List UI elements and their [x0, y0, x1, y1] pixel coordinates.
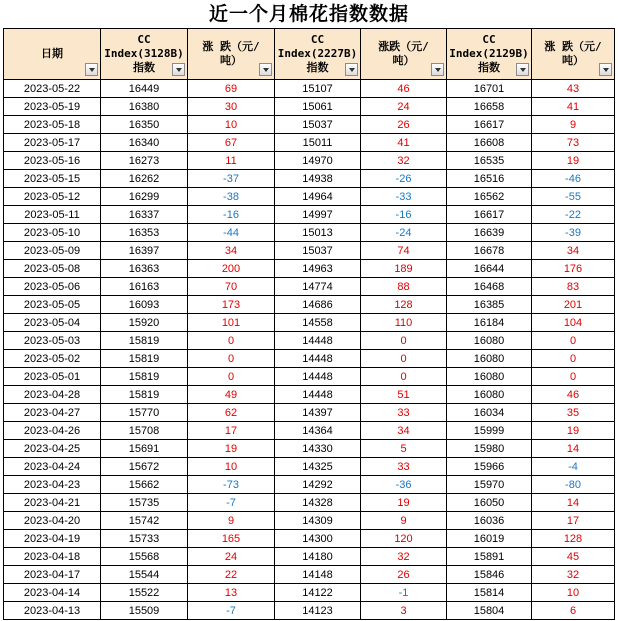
change-cell[interactable]: -26: [361, 170, 447, 188]
table-row: [4, 422, 615, 440]
table-row: [4, 278, 615, 296]
index-cell[interactable]: 14364: [275, 422, 361, 440]
index-cell[interactable]: 16050: [447, 494, 532, 512]
header-2227b-change: [361, 29, 447, 80]
index-cell[interactable]: 15920: [101, 314, 188, 332]
change-cell[interactable]: -73: [188, 476, 275, 494]
header-row: [4, 29, 615, 80]
index-cell[interactable]: 14448: [275, 350, 361, 368]
index-cell[interactable]: 15735: [101, 494, 188, 512]
date-cell[interactable]: 2023-04-26: [4, 422, 101, 440]
change-cell[interactable]: 19: [532, 152, 615, 170]
table-row: [4, 476, 615, 494]
table-body: [4, 80, 615, 620]
change-cell[interactable]: 17: [532, 512, 615, 530]
table-row: [4, 584, 615, 602]
date-cell[interactable]: 2023-04-20: [4, 512, 101, 530]
date-cell[interactable]: 2023-04-14: [4, 584, 101, 602]
index-cell[interactable]: 16617: [447, 206, 532, 224]
index-cell[interactable]: 14964: [275, 188, 361, 206]
change-cell[interactable]: 24: [188, 548, 275, 566]
filter-dropdown-icon[interactable]: [259, 63, 272, 76]
table-row: [4, 296, 615, 314]
index-cell[interactable]: 15708: [101, 422, 188, 440]
change-cell[interactable]: 110: [361, 314, 447, 332]
date-cell[interactable]: 2023-04-28: [4, 386, 101, 404]
index-cell[interactable]: 15509: [101, 602, 188, 620]
header-label: CC Index(2129B) 指数: [449, 33, 529, 74]
header-date: [4, 29, 101, 80]
index-cell[interactable]: 14148: [275, 566, 361, 584]
table-row: [4, 368, 615, 386]
change-cell[interactable]: -36: [361, 476, 447, 494]
header-2129b-index: [447, 29, 532, 80]
index-cell[interactable]: 14292: [275, 476, 361, 494]
table-row: [4, 314, 615, 332]
change-cell[interactable]: 41: [532, 98, 615, 116]
change-cell[interactable]: 26: [361, 116, 447, 134]
index-cell[interactable]: 15568: [101, 548, 188, 566]
index-cell[interactable]: 14300: [275, 530, 361, 548]
table-row: [4, 170, 615, 188]
date-cell[interactable]: 2023-05-17: [4, 134, 101, 152]
table-row: [4, 242, 615, 260]
change-cell[interactable]: 49: [188, 386, 275, 404]
change-cell[interactable]: 176: [532, 260, 615, 278]
index-cell[interactable]: 16337: [101, 206, 188, 224]
index-cell[interactable]: 14448: [275, 386, 361, 404]
change-cell[interactable]: 165: [188, 530, 275, 548]
date-cell[interactable]: 2023-05-10: [4, 224, 101, 242]
change-cell[interactable]: 3: [361, 602, 447, 620]
change-cell[interactable]: 0: [361, 368, 447, 386]
change-cell[interactable]: 43: [532, 80, 615, 98]
date-cell[interactable]: 2023-05-12: [4, 188, 101, 206]
date-cell[interactable]: 2023-04-25: [4, 440, 101, 458]
index-cell[interactable]: 15819: [101, 368, 188, 386]
change-cell[interactable]: 62: [188, 404, 275, 422]
index-cell[interactable]: 16562: [447, 188, 532, 206]
date-cell[interactable]: 2023-05-19: [4, 98, 101, 116]
table-row: [4, 332, 615, 350]
date-cell[interactable]: 2023-05-06: [4, 278, 101, 296]
change-cell[interactable]: 19: [361, 494, 447, 512]
table-row: [4, 152, 615, 170]
index-cell[interactable]: 16163: [101, 278, 188, 296]
index-cell[interactable]: 14122: [275, 584, 361, 602]
change-cell[interactable]: 88: [361, 278, 447, 296]
index-cell[interactable]: 16385: [447, 296, 532, 314]
index-cell[interactable]: 14123: [275, 602, 361, 620]
date-cell[interactable]: 2023-05-16: [4, 152, 101, 170]
date-cell[interactable]: 2023-05-15: [4, 170, 101, 188]
change-cell[interactable]: 32: [361, 152, 447, 170]
index-cell[interactable]: 14938: [275, 170, 361, 188]
change-cell[interactable]: 0: [532, 350, 615, 368]
index-cell[interactable]: 16262: [101, 170, 188, 188]
change-cell[interactable]: 11: [188, 152, 275, 170]
change-cell[interactable]: 0: [361, 350, 447, 368]
cotton-index-table: [3, 28, 615, 620]
index-cell[interactable]: 16093: [101, 296, 188, 314]
change-cell[interactable]: 17: [188, 422, 275, 440]
date-cell[interactable]: 2023-05-11: [4, 206, 101, 224]
index-cell[interactable]: 16080: [447, 332, 532, 350]
change-cell[interactable]: 51: [361, 386, 447, 404]
change-cell[interactable]: -33: [361, 188, 447, 206]
table-row: [4, 494, 615, 512]
change-cell[interactable]: 0: [532, 368, 615, 386]
index-cell[interactable]: 15037: [275, 242, 361, 260]
index-cell[interactable]: 16449: [101, 80, 188, 98]
index-cell[interactable]: 15013: [275, 224, 361, 242]
index-cell[interactable]: 14774: [275, 278, 361, 296]
change-cell[interactable]: 120: [361, 530, 447, 548]
index-cell[interactable]: 16678: [447, 242, 532, 260]
index-cell[interactable]: 14997: [275, 206, 361, 224]
date-cell[interactable]: 2023-04-24: [4, 458, 101, 476]
table-row: [4, 260, 615, 278]
index-cell[interactable]: 16658: [447, 98, 532, 116]
change-cell[interactable]: 0: [532, 332, 615, 350]
change-cell[interactable]: 9: [361, 512, 447, 530]
table-row: [4, 386, 615, 404]
index-cell[interactable]: 16273: [101, 152, 188, 170]
index-cell[interactable]: 15814: [447, 584, 532, 602]
index-cell[interactable]: 14309: [275, 512, 361, 530]
index-cell[interactable]: 16535: [447, 152, 532, 170]
index-cell[interactable]: 14328: [275, 494, 361, 512]
index-cell[interactable]: 16608: [447, 134, 532, 152]
table-row: [4, 188, 615, 206]
index-cell[interactable]: 15544: [101, 566, 188, 584]
table-row: [4, 206, 615, 224]
change-cell[interactable]: 35: [532, 404, 615, 422]
change-cell[interactable]: 19: [188, 440, 275, 458]
index-cell[interactable]: 16080: [447, 350, 532, 368]
change-cell[interactable]: 46: [532, 386, 615, 404]
date-cell[interactable]: 2023-05-03: [4, 332, 101, 350]
change-cell[interactable]: -22: [532, 206, 615, 224]
change-cell[interactable]: 67: [188, 134, 275, 152]
index-cell[interactable]: 15733: [101, 530, 188, 548]
header-2227b-index: [275, 29, 361, 80]
index-cell[interactable]: 15804: [447, 602, 532, 620]
change-cell[interactable]: -37: [188, 170, 275, 188]
header-2129b-change: [532, 29, 615, 80]
table-row: [4, 116, 615, 134]
header-label: 涨跌（元/ 吨）: [378, 40, 429, 67]
change-cell[interactable]: 0: [361, 332, 447, 350]
table-row: [4, 512, 615, 530]
change-cell[interactable]: 0: [188, 332, 275, 350]
change-cell[interactable]: -80: [532, 476, 615, 494]
index-cell[interactable]: 14963: [275, 260, 361, 278]
change-cell[interactable]: 26: [361, 566, 447, 584]
index-cell[interactable]: 15980: [447, 440, 532, 458]
change-cell[interactable]: -1: [361, 584, 447, 602]
index-cell[interactable]: 15846: [447, 566, 532, 584]
header-label: CC Index(3128B) 指数: [104, 33, 184, 74]
change-cell[interactable]: 34: [532, 242, 615, 260]
change-cell[interactable]: 46: [361, 80, 447, 98]
index-cell[interactable]: 15819: [101, 386, 188, 404]
date-cell[interactable]: 2023-05-22: [4, 80, 101, 98]
change-cell[interactable]: 33: [361, 404, 447, 422]
index-cell[interactable]: 15061: [275, 98, 361, 116]
change-cell[interactable]: 32: [532, 566, 615, 584]
index-cell[interactable]: 16184: [447, 314, 532, 332]
filter-dropdown-icon[interactable]: [516, 63, 529, 76]
change-cell[interactable]: -16: [188, 206, 275, 224]
filter-dropdown-icon[interactable]: [172, 63, 185, 76]
change-cell[interactable]: 74: [361, 242, 447, 260]
table-row: [4, 224, 615, 242]
header-label: CC Index(2227B) 指数: [277, 33, 358, 74]
change-cell[interactable]: 33: [361, 458, 447, 476]
header-3128b-change: [188, 29, 275, 80]
index-cell[interactable]: 14448: [275, 368, 361, 386]
index-cell[interactable]: 15691: [101, 440, 188, 458]
change-cell[interactable]: 14: [532, 494, 615, 512]
index-cell[interactable]: 15011: [275, 134, 361, 152]
date-cell[interactable]: 2023-05-01: [4, 368, 101, 386]
change-cell[interactable]: 73: [532, 134, 615, 152]
date-cell[interactable]: 2023-05-18: [4, 116, 101, 134]
change-cell[interactable]: 0: [188, 368, 275, 386]
index-cell[interactable]: 15819: [101, 332, 188, 350]
change-cell[interactable]: 19: [532, 422, 615, 440]
change-cell[interactable]: 0: [188, 350, 275, 368]
change-cell[interactable]: 10: [188, 458, 275, 476]
change-cell[interactable]: 69: [188, 80, 275, 98]
index-cell[interactable]: 16701: [447, 80, 532, 98]
date-cell[interactable]: 2023-05-04: [4, 314, 101, 332]
date-cell[interactable]: 2023-05-09: [4, 242, 101, 260]
date-cell[interactable]: 2023-04-27: [4, 404, 101, 422]
index-cell[interactable]: 16036: [447, 512, 532, 530]
date-cell[interactable]: 2023-04-13: [4, 602, 101, 620]
index-cell[interactable]: 16639: [447, 224, 532, 242]
change-cell[interactable]: -44: [188, 224, 275, 242]
date-cell[interactable]: 2023-05-08: [4, 260, 101, 278]
index-cell[interactable]: 16380: [101, 98, 188, 116]
change-cell[interactable]: 41: [361, 134, 447, 152]
index-cell[interactable]: 14558: [275, 314, 361, 332]
table-row: [4, 458, 615, 476]
change-cell[interactable]: 13: [188, 584, 275, 602]
date-cell[interactable]: 2023-05-05: [4, 296, 101, 314]
change-cell[interactable]: 9: [188, 512, 275, 530]
change-cell[interactable]: 173: [188, 296, 275, 314]
table-row: [4, 350, 615, 368]
change-cell[interactable]: 34: [361, 422, 447, 440]
change-cell[interactable]: 104: [532, 314, 615, 332]
date-cell[interactable]: 2023-04-18: [4, 548, 101, 566]
filter-dropdown-icon[interactable]: [599, 63, 612, 76]
change-cell[interactable]: -16: [361, 206, 447, 224]
index-cell[interactable]: 16350: [101, 116, 188, 134]
index-cell[interactable]: 15107: [275, 80, 361, 98]
index-cell[interactable]: 15522: [101, 584, 188, 602]
table-row: [4, 602, 615, 620]
change-cell[interactable]: 22: [188, 566, 275, 584]
index-cell[interactable]: 15819: [101, 350, 188, 368]
header-label: 涨 跌（元/ 吨）: [544, 40, 602, 67]
index-cell[interactable]: 14448: [275, 332, 361, 350]
index-cell[interactable]: 15037: [275, 116, 361, 134]
table-row: [4, 134, 615, 152]
change-cell[interactable]: 9: [532, 116, 615, 134]
date-cell[interactable]: 2023-04-19: [4, 530, 101, 548]
change-cell[interactable]: 101: [188, 314, 275, 332]
table-row: [4, 80, 615, 98]
index-cell[interactable]: 15662: [101, 476, 188, 494]
change-cell[interactable]: -4: [532, 458, 615, 476]
filter-dropdown-icon[interactable]: [431, 63, 444, 76]
index-cell[interactable]: 16353: [101, 224, 188, 242]
index-cell[interactable]: 16080: [447, 368, 532, 386]
index-cell[interactable]: 14686: [275, 296, 361, 314]
index-cell[interactable]: 14397: [275, 404, 361, 422]
index-cell[interactable]: 14330: [275, 440, 361, 458]
filter-dropdown-icon[interactable]: [345, 63, 358, 76]
change-cell[interactable]: -7: [188, 494, 275, 512]
table-row: [4, 530, 615, 548]
index-cell[interactable]: 16034: [447, 404, 532, 422]
index-cell[interactable]: 15999: [447, 422, 532, 440]
change-cell[interactable]: 45: [532, 548, 615, 566]
date-cell[interactable]: 2023-04-17: [4, 566, 101, 584]
index-cell[interactable]: 15970: [447, 476, 532, 494]
change-cell[interactable]: 14: [532, 440, 615, 458]
table-row: [4, 566, 615, 584]
change-cell[interactable]: 6: [532, 602, 615, 620]
table-row: [4, 548, 615, 566]
header-label: 日期: [41, 47, 63, 60]
table-row: [4, 98, 615, 116]
index-cell[interactable]: 16019: [447, 530, 532, 548]
table-row: [4, 440, 615, 458]
change-cell[interactable]: 34: [188, 242, 275, 260]
change-cell[interactable]: 83: [532, 278, 615, 296]
index-cell[interactable]: 16397: [101, 242, 188, 260]
index-cell[interactable]: 16299: [101, 188, 188, 206]
date-cell[interactable]: 2023-04-23: [4, 476, 101, 494]
index-cell[interactable]: 16080: [447, 386, 532, 404]
change-cell[interactable]: -38: [188, 188, 275, 206]
change-cell[interactable]: -39: [532, 224, 615, 242]
index-cell[interactable]: 14970: [275, 152, 361, 170]
filter-dropdown-icon[interactable]: [85, 63, 98, 76]
index-cell[interactable]: 16468: [447, 278, 532, 296]
index-cell[interactable]: 15891: [447, 548, 532, 566]
change-cell[interactable]: 24: [361, 98, 447, 116]
table-row: [4, 404, 615, 422]
index-cell[interactable]: 15672: [101, 458, 188, 476]
index-cell[interactable]: 14325: [275, 458, 361, 476]
change-cell[interactable]: 10: [532, 584, 615, 602]
change-cell[interactable]: 5: [361, 440, 447, 458]
change-cell[interactable]: 128: [361, 296, 447, 314]
change-cell[interactable]: -46: [532, 170, 615, 188]
change-cell[interactable]: 32: [361, 548, 447, 566]
change-cell[interactable]: 200: [188, 260, 275, 278]
index-cell[interactable]: 16516: [447, 170, 532, 188]
index-cell[interactable]: 16363: [101, 260, 188, 278]
change-cell[interactable]: 30: [188, 98, 275, 116]
sheet-title: 近一个月棉花指数数据: [208, 3, 409, 25]
change-cell[interactable]: 201: [532, 296, 615, 314]
change-cell[interactable]: -55: [532, 188, 615, 206]
change-cell[interactable]: 189: [361, 260, 447, 278]
header-label: 涨 跌（元/ 吨）: [202, 40, 260, 67]
change-cell[interactable]: 10: [188, 116, 275, 134]
header-3128b-index: [101, 29, 188, 80]
index-cell[interactable]: 16644: [447, 260, 532, 278]
index-cell[interactable]: 15966: [447, 458, 532, 476]
index-cell[interactable]: 15742: [101, 512, 188, 530]
date-cell[interactable]: 2023-04-21: [4, 494, 101, 512]
change-cell[interactable]: -7: [188, 602, 275, 620]
change-cell[interactable]: 70: [188, 278, 275, 296]
index-cell[interactable]: 15770: [101, 404, 188, 422]
index-cell[interactable]: 14180: [275, 548, 361, 566]
change-cell[interactable]: 128: [532, 530, 615, 548]
index-cell[interactable]: 16340: [101, 134, 188, 152]
date-cell[interactable]: 2023-05-02: [4, 350, 101, 368]
index-cell[interactable]: 16617: [447, 116, 532, 134]
change-cell[interactable]: -24: [361, 224, 447, 242]
